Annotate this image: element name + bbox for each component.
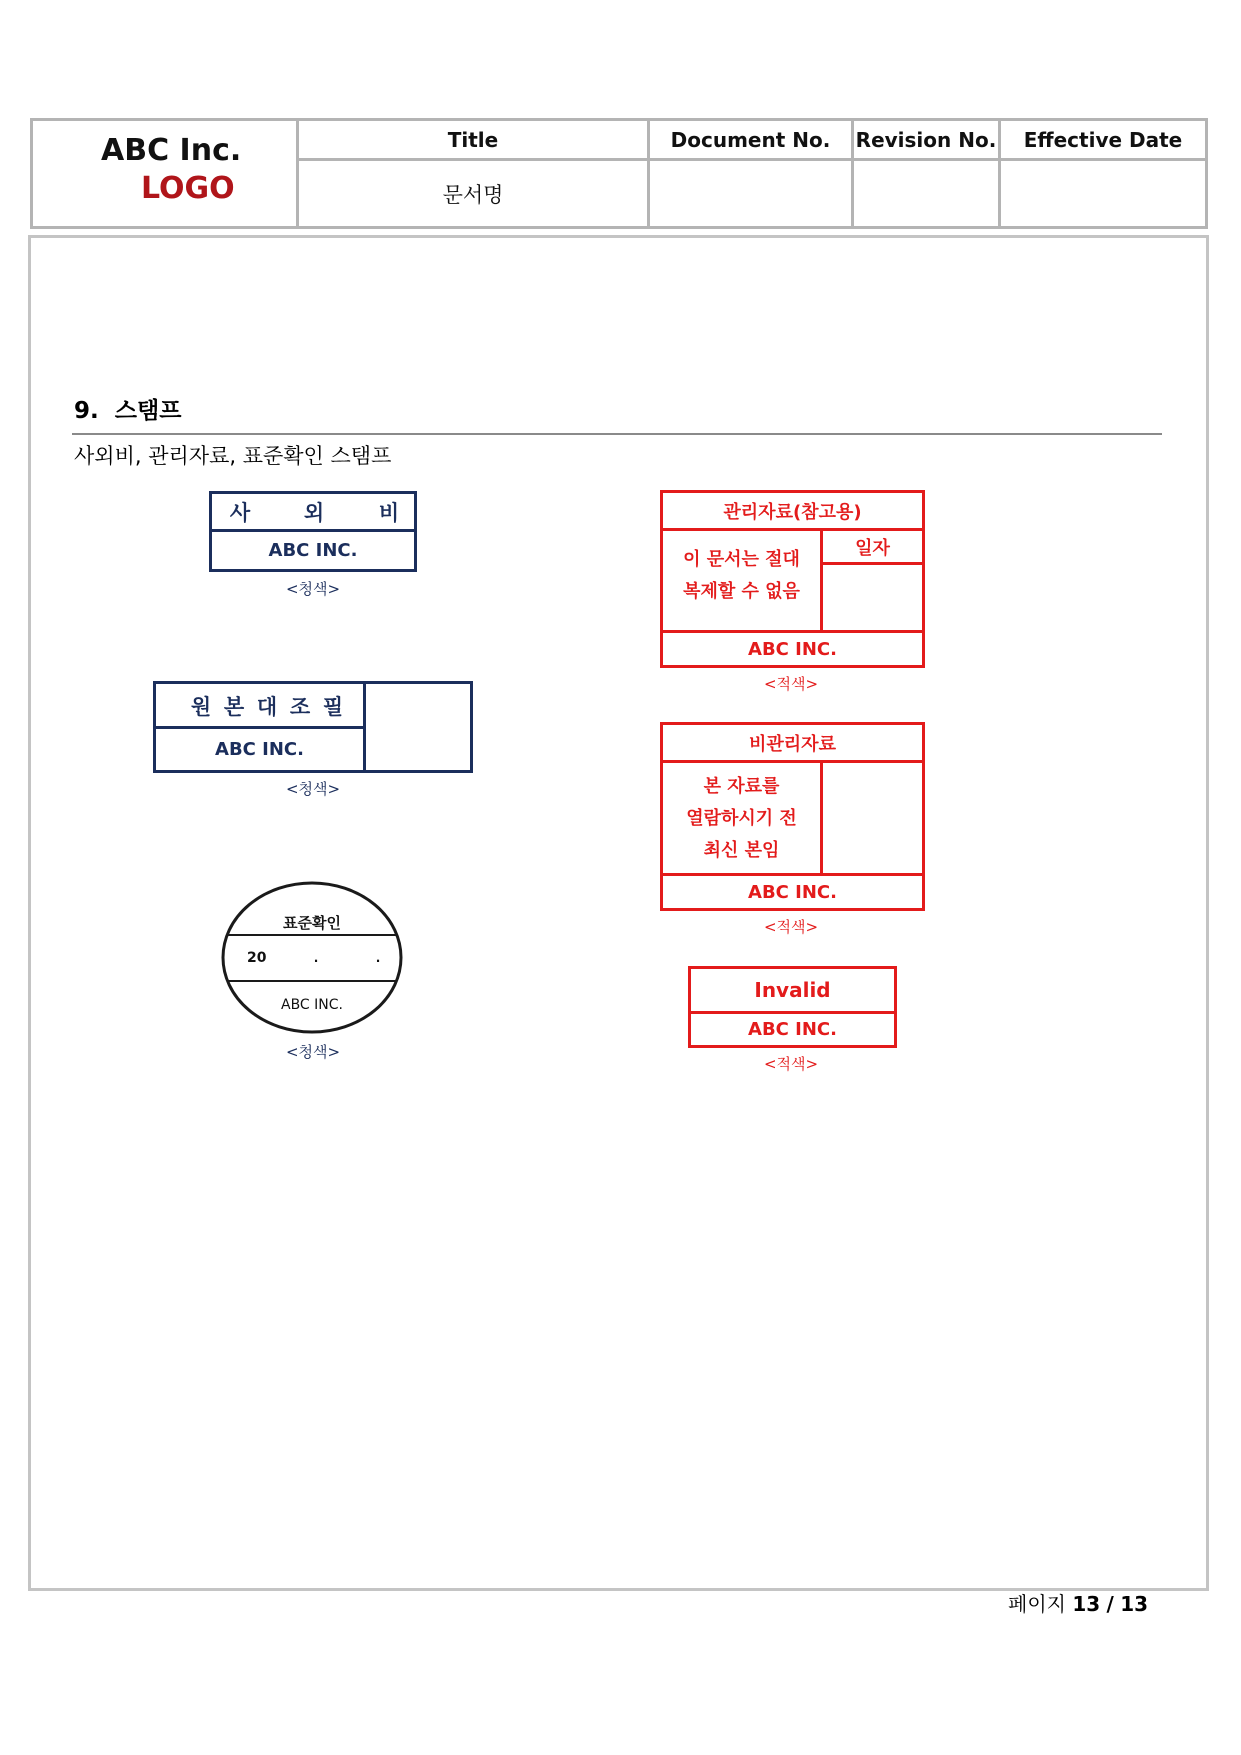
original-char-4: 조 bbox=[289, 695, 311, 719]
section-heading bbox=[74, 392, 181, 425]
invalid-title: Invalid bbox=[754, 978, 831, 1002]
page-separator: / bbox=[1106, 1592, 1114, 1616]
content-frame bbox=[28, 235, 1209, 1591]
header-revision-label: Revision No. bbox=[855, 127, 997, 152]
standard-check-stamp bbox=[221, 881, 403, 1034]
header-title-value: 문서명 bbox=[442, 182, 504, 207]
controlled-title: 관리자료(참고용) bbox=[723, 501, 862, 523]
confidential-company: ABC INC. bbox=[268, 540, 358, 561]
page-total: 13 bbox=[1120, 1592, 1149, 1616]
confidential-caption: <청색> bbox=[285, 580, 341, 598]
controlled-company: ABC INC. bbox=[748, 638, 837, 660]
header-effective-date-value bbox=[1001, 161, 1205, 226]
invalid-company: ABC INC. bbox=[748, 1019, 837, 1040]
header-revision-value bbox=[854, 161, 998, 226]
standard-check-company: ABC INC. bbox=[281, 997, 343, 1013]
section-title: 스탬프 bbox=[114, 398, 182, 424]
uncontrolled-title: 비관리자료 bbox=[749, 733, 836, 755]
header-title-label: Title bbox=[447, 127, 499, 152]
invalid-caption: <적색> bbox=[763, 1055, 819, 1073]
header-effective-date-label: Effective Date bbox=[1023, 127, 1183, 152]
section-number: 9. bbox=[74, 398, 99, 424]
original-char-2: 본 bbox=[223, 695, 245, 719]
controlled-caption: <적색> bbox=[763, 675, 819, 693]
page-footer bbox=[1008, 1588, 1148, 1617]
standard-check-year: 20 bbox=[247, 950, 267, 966]
original-char-5: 필 bbox=[322, 695, 344, 719]
logo-block bbox=[33, 121, 296, 226]
controlled-line-1: 이 문서는 절대 bbox=[683, 549, 800, 570]
original-caption: <청색> bbox=[285, 780, 341, 798]
confidential-char-3: 비 bbox=[378, 500, 400, 525]
uncontrolled-caption: <적색> bbox=[763, 918, 819, 936]
confidential-stamp bbox=[209, 491, 417, 572]
uncontrolled-line-1: 본 자료를 bbox=[703, 776, 780, 797]
original-char-3: 대 bbox=[256, 695, 278, 719]
confidential-char-1: 사 bbox=[229, 500, 251, 525]
page-current: 13 bbox=[1072, 1592, 1101, 1616]
standard-check-caption: <청색> bbox=[285, 1043, 341, 1061]
confidential-char-2: 외 bbox=[303, 500, 325, 525]
document-header bbox=[30, 118, 1208, 229]
uncontrolled-company: ABC INC. bbox=[748, 881, 837, 903]
invalid-stamp bbox=[688, 966, 897, 1048]
company-logo: LOGO bbox=[141, 171, 235, 206]
standard-check-dot-2: . bbox=[375, 951, 381, 965]
controlled-document-stamp bbox=[660, 490, 925, 668]
company-name: ABC Inc. bbox=[101, 133, 242, 168]
header-docno-label: Document No. bbox=[670, 127, 831, 152]
original-char-1: 원 bbox=[190, 695, 212, 719]
original-company: ABC INC. bbox=[215, 739, 304, 760]
standard-check-title: 표준확인 bbox=[283, 913, 341, 932]
page-label: 페이지 bbox=[1008, 1592, 1066, 1616]
original-copy-stamp bbox=[153, 681, 473, 773]
section-description: 사외비, 관리자료, 표준확인 스탬프 bbox=[74, 444, 392, 468]
section-divider bbox=[72, 433, 1162, 435]
uncontrolled-document-stamp bbox=[660, 722, 925, 911]
header-docno-value bbox=[650, 161, 851, 226]
controlled-date-label: 일자 bbox=[855, 537, 890, 559]
uncontrolled-line-3: 최신 본임 bbox=[703, 840, 780, 861]
controlled-line-2: 복제할 수 없음 bbox=[683, 581, 800, 602]
uncontrolled-line-2: 열람하시기 전 bbox=[686, 808, 797, 829]
standard-check-dot-1: . bbox=[313, 951, 319, 965]
